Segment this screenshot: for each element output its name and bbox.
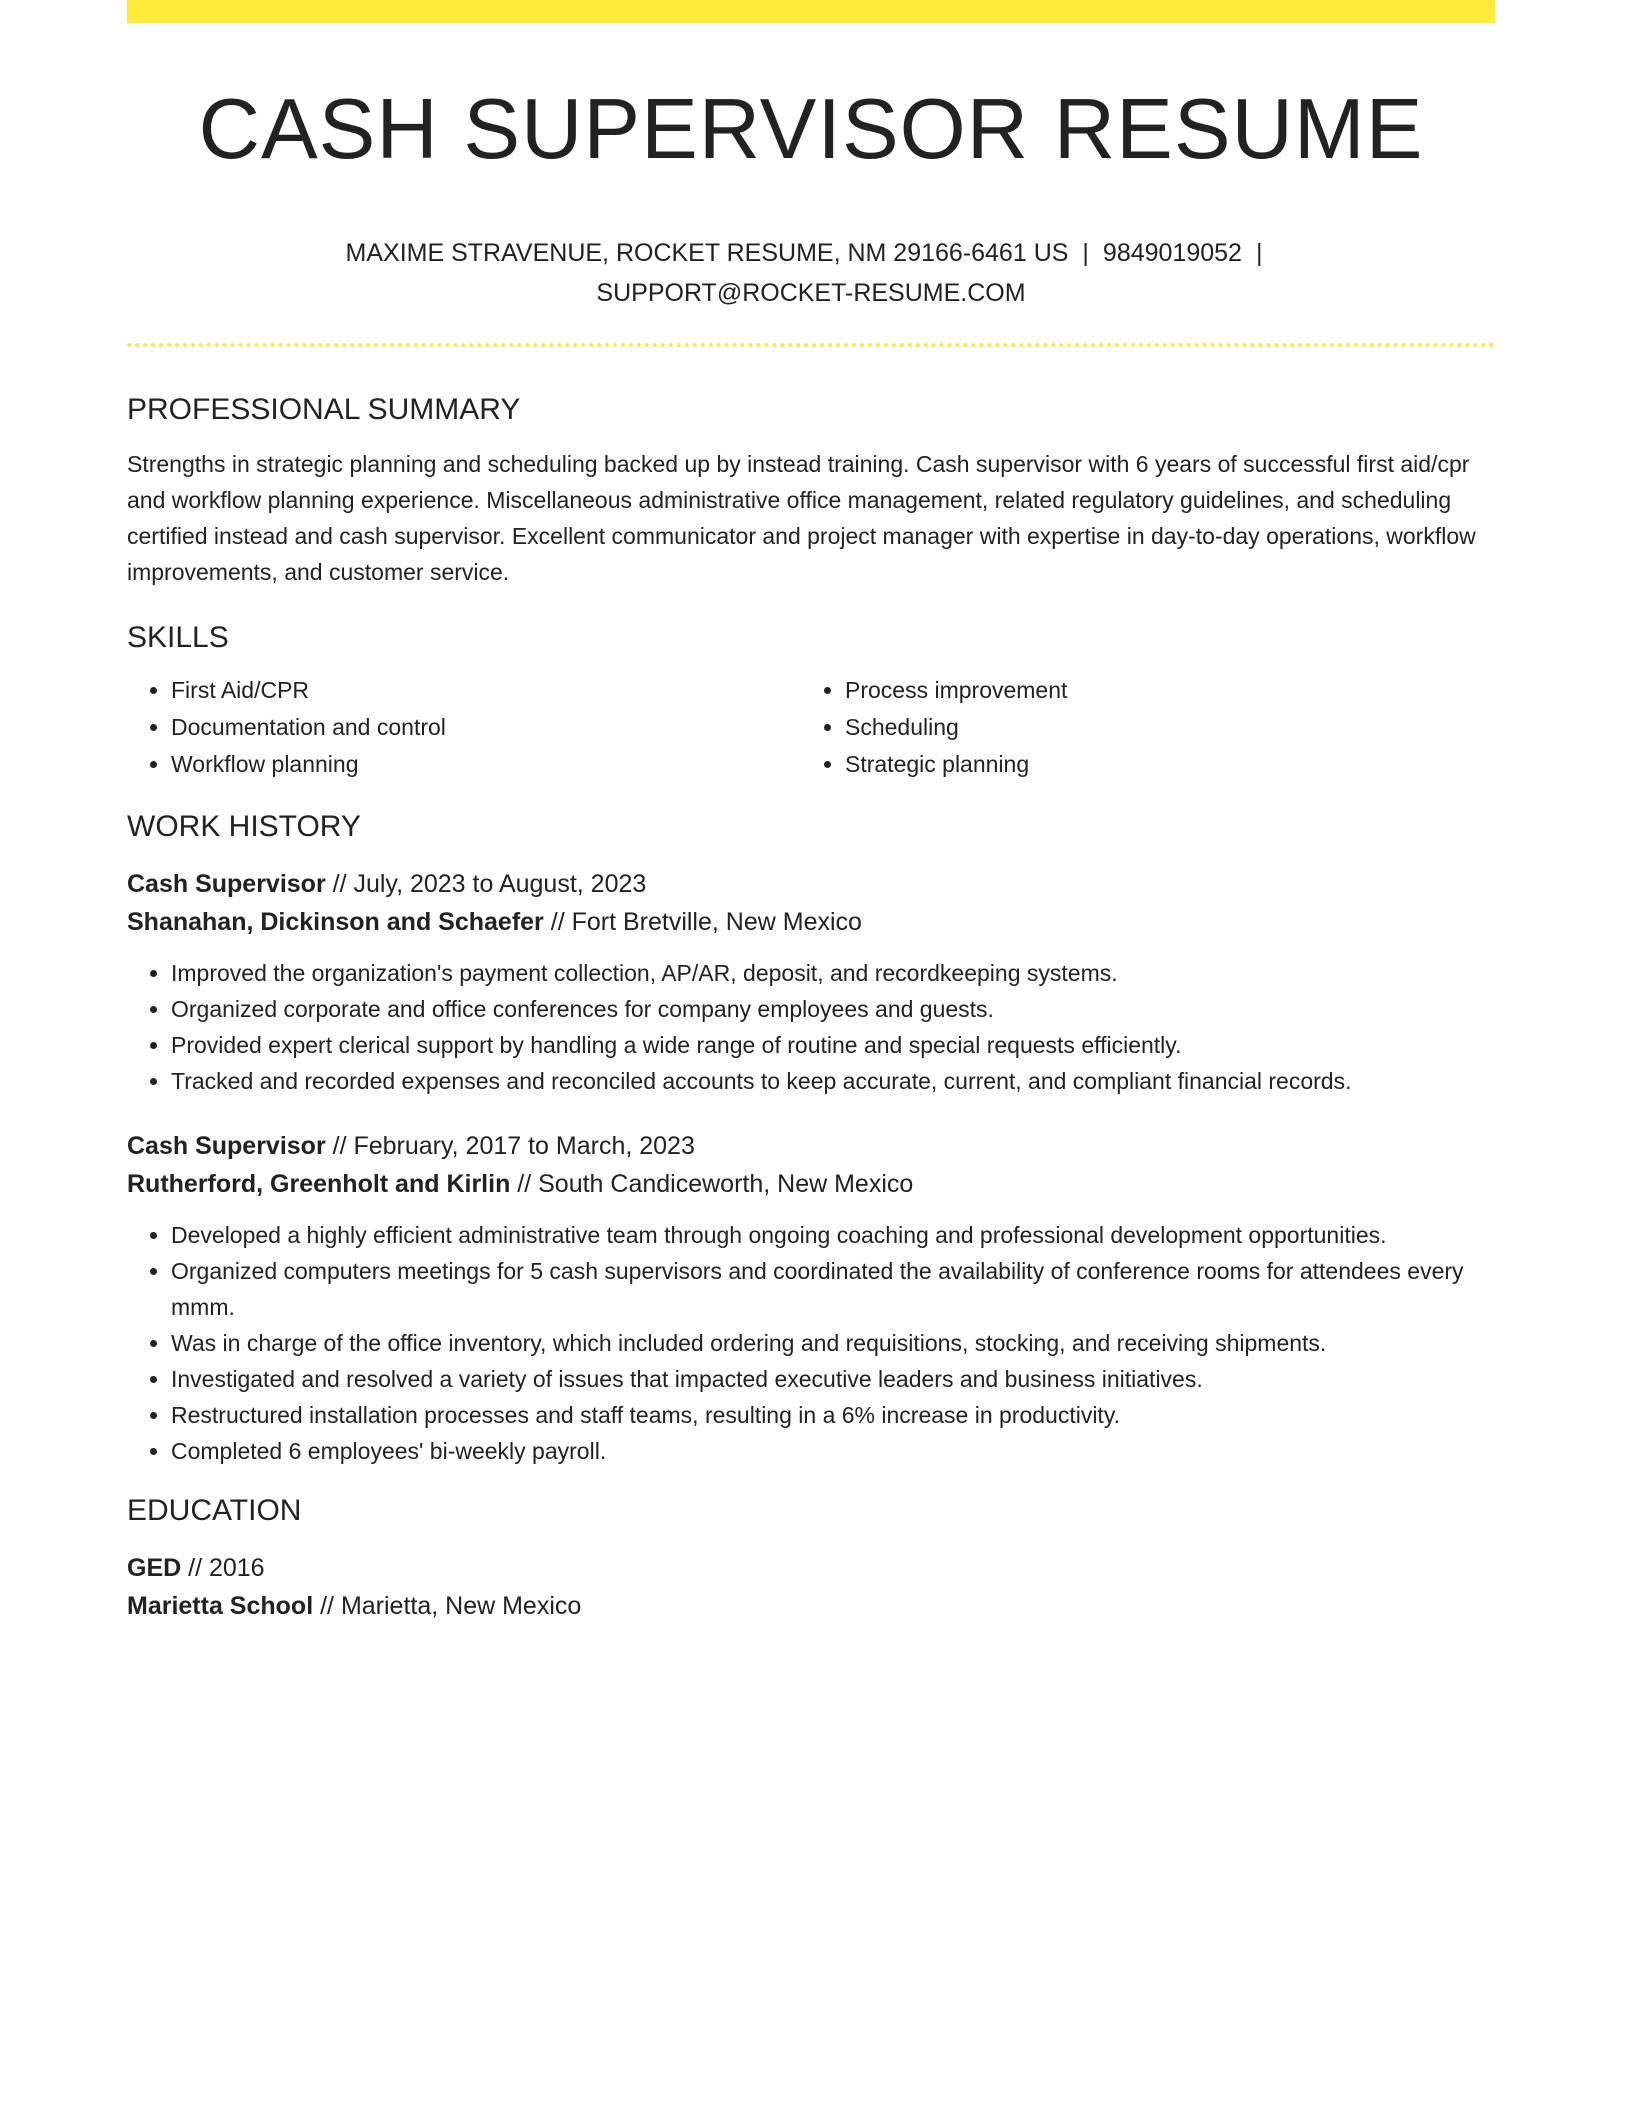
job-bullet: • Completed 6 employees' bi-weekly payroll.: [171, 1433, 1495, 1469]
summary-text: Strengths in strategic planning and scheduling backed up by instead training. Cash supervisor with 6 years of successful first aid/cpr and workflow planning experience. Miscellaneous administrative office management, related regulatory guidelines, and scheduling certified instead and cash supervisor. Excellent communicator and project manager with expertise in day-to-day operations, workflow improvements, and customer service.: [127, 451, 1476, 585]
education-year: // 2016: [181, 1554, 265, 1582]
skills-list: [127, 672, 1495, 783]
contact-separator: |: [1255, 239, 1263, 267]
contact-email: SUPPORT@ROCKET-RESUME.COM: [596, 279, 1026, 307]
skill-item: • Workflow planning: [171, 746, 801, 783]
job-bullet: • Improved the organization's payment collection, AP/AR, deposit, and recordkeeping systems.: [171, 955, 1495, 991]
job-company: Rutherford, Greenholt and Kirlin: [127, 1170, 511, 1198]
job-company-line: [127, 903, 1495, 941]
education-heading: EDUCATION: [127, 1494, 302, 1527]
education-entry: [127, 1549, 1495, 1625]
summary-heading: PROFESSIONAL SUMMARY: [127, 393, 521, 426]
job-role: Cash Supervisor: [127, 1132, 326, 1160]
skill-item: • Strategic planning: [845, 746, 1475, 783]
job-entry: [127, 1127, 1495, 1469]
education-degree: GED: [127, 1554, 182, 1582]
education-school-line: [127, 1587, 1495, 1625]
job-bullets: [127, 955, 1495, 1099]
job-bullet: • Restructured installation processes and staff teams, resulting in a 6% increase in productivity.: [171, 1397, 1495, 1433]
job-company: Shanahan, Dickinson and Schaefer: [127, 908, 544, 936]
skill-item: • Documentation and control: [171, 709, 801, 746]
accent-top-bar: [127, 0, 1495, 23]
job-bullet: • Organized corporate and office conferences for company employees and guests.: [171, 991, 1495, 1027]
job-role: Cash Supervisor: [127, 870, 326, 898]
job-bullet: • Investigated and resolved a variety of issues that impacted executive leaders and business initiatives.: [171, 1361, 1495, 1397]
work-history-heading: WORK HISTORY: [127, 810, 361, 843]
education-degree-line: [127, 1549, 1495, 1587]
contact-phone: 9849019052: [1102, 239, 1242, 267]
skills-heading: SKILLS: [127, 621, 229, 654]
job-bullet: • Was in charge of the office inventory, which included ordering and requisitions, stocking, and receiving shipments.: [171, 1325, 1495, 1361]
job-company-line: [127, 1165, 1495, 1203]
job-location: // South Candiceworth, New Mexico: [510, 1170, 914, 1198]
job-role-line: [127, 865, 1495, 903]
skill-item: • Process improvement: [845, 672, 1475, 709]
job-location: // Fort Bretville, New Mexico: [543, 908, 862, 936]
job-bullet: • Provided expert clerical support by handling a wide range of routine and special requests efficiently.: [171, 1027, 1495, 1063]
education-location: // Marietta, New Mexico: [313, 1592, 582, 1620]
resume-body: [127, 388, 1495, 1625]
job-bullets: [127, 1217, 1495, 1469]
skill-item: • Scheduling: [845, 709, 1475, 746]
skill-item: • First Aid/CPR: [171, 672, 801, 709]
job-bullet: • Developed a highly efficient administrative team through ongoing coaching and professional development opportunities.: [171, 1217, 1495, 1253]
job-bullet: • Tracked and recorded expenses and reconciled accounts to keep accurate, current, and compliant financial records.: [171, 1063, 1495, 1099]
contact-separator: |: [1082, 239, 1089, 267]
job-entry: [127, 865, 1495, 1099]
contact-info: [127, 233, 1495, 313]
job-dates: // February, 2017 to March, 2023: [325, 1132, 695, 1160]
job-role-line: [127, 1127, 1495, 1165]
skills-column-left: [127, 672, 801, 783]
resume-title: CASH SUPERVISOR RESUME: [198, 82, 1424, 177]
job-dates: // July, 2023 to August, 2023: [325, 870, 647, 898]
contact-address: MAXIME STRAVENUE, ROCKET RESUME, NM 29166-6461 US: [345, 239, 1069, 267]
dotted-divider: [127, 343, 1495, 347]
education-school: Marietta School: [127, 1592, 314, 1620]
skills-column-right: [801, 672, 1475, 783]
job-bullet: • Organized computers meetings for 5 cash supervisors and coordinated the availability of conference rooms for attendees every mmm.: [171, 1253, 1495, 1325]
